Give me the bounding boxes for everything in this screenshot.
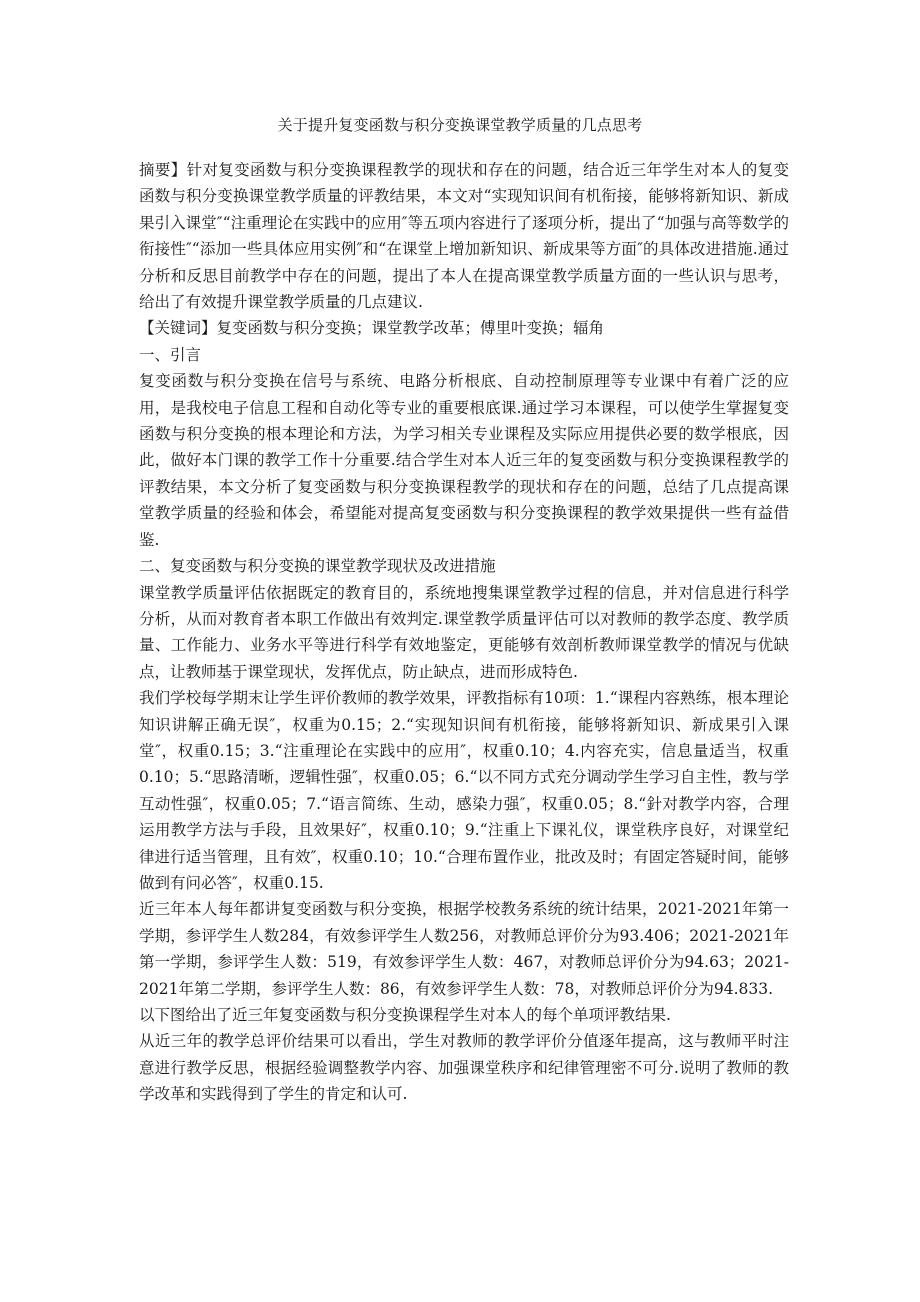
- abstract-paragraph: 摘要】针对复变函数与积分变换课程教学的现状和存在的问题，结合近三年学生对本人的复变函数与积分变换课堂教学质量的评教结果，本文对“实现知识间有机衔接，能够将新知识、新成果引入课堂″“注重理论在实践中的应用″等五项内容进行了逐项分析，提出了“加强与高等数学的衔接性″“添加一些具体应用实例″和“在课堂上增加新知识、新成果等方面″的具体改进措施.通过分析和反思目前教学中存在的问题，提出了本人在提高课堂教学质量方面的一些认识与思考，给出了有效提升课堂教学质量的几点建议.: [139, 161, 789, 312]
- body-paragraph: 从近三年的教学总评价结果可以看出，学生对教师的教学评价分值逐年提高，这与教师平时注意进行教学反思，根据经验调整教学内容、加强课堂秩序和纪律管理密不可分.说明了教师的教学改革和实践得到了学生的肯定和认可.: [139, 1032, 789, 1104]
- body-paragraph: 我们学校每学期末让学生评价教师的教学效果，评教指标有10项：1.“课程内容熟练，根本理论知识讲解正确无误″，权重为0.15；2.“实现知识间有机衔接，能够将新知识、新成果引入课堂″，权重0.15；3.“注重理论在实践中的应用″，权重0.10；4.内容充实，信息量适当，权重0.10；5.“思路清晰，逻辑性强″，权重0.05；6.“以不同方式充分调动学生学习自主性，教与学互动性强″，权重0.05；7.“语言简练、生动，感染力强″，权重0.05；8.“針对教学内容，合理运用教学方法与手段，且效果好″，权重0.10；9.“注重上下课礼仪，课堂秩序良好，对课堂纪律进行适当管理，且有效″，权重0.10；10.“合理布置作业，批改及时；有固定答疑时间，能够做到有问必答″，权重0.15.: [139, 689, 789, 892]
- body-paragraph: 课堂教学质量评估依据既定的教育目的，系统地搜集课堂教学过程的信息，并对信息进行科学分析，从而对教育者本职工作做出有效判定.课堂教学质量评估可以对教师的教学态度、教学质量、工作能力、业务水平等进行科学有效地鉴定，更能够有效剖析教师课堂教学的情况与优缺点，让教师基于课堂现状，发挥优点，防止缺点，进而形成特色.: [139, 583, 789, 681]
- section-heading-introduction: 一、引言: [139, 345, 202, 364]
- body-paragraph: 以下图给出了近三年复变函数与积分变换课程学生对本人的每个单项评教结果.: [139, 1006, 671, 1024]
- body-paragraph: 复变函数与积分变换在信号与系统、电路分析根底、自动控制原理等专业课中有着广泛的应用，是我校电子信息工程和自动化等专业的重要根底课.通过学习本课程，可以使学生掌握复变函数与积分变换的根本理论和方法，为学习相关专业课程及实际应用提供必要的数学根底，因此，做好本门课的教学工作十分重要.结合学生对本人近三年的复变函数与积分变换课程教学的评教结果，本文分析了复变函数与积分变换课程教学的现状和存在的问题，总结了几点提高课堂教学质量的经验和体会，希望能对提高复变函数与积分变换课程的教学效果提供一些有益借鉴.: [139, 372, 789, 549]
- section-heading-teaching-status: 二、复变函数与积分变换的课堂教学现状及改进措施: [139, 557, 496, 576]
- body-paragraph: 近三年本人每年都讲复变函数与积分变换，根据学校教务系统的统计结果，2021-2021年第一学期，参评学生人数284，有效参评学生人数256，对教师总评价分为93.406；2021-2021年第一学期，参评学生人数：519，有效参评学生人数：467，对教师总评价分为94.63；2021-2021年第二学期，参评学生人数：86，有效参评学生人数：78，对教师总评价分为94.833.: [139, 900, 789, 998]
- document-title: 关于提升复变函数与积分变换课堂教学质量的几点思考: [277, 116, 643, 134]
- document-body: [139, 157, 789, 1108]
- keywords-paragraph: 【关键词】复变函数与积分变换；课堂教学改革；傅里叶变换；辐角: [139, 319, 605, 338]
